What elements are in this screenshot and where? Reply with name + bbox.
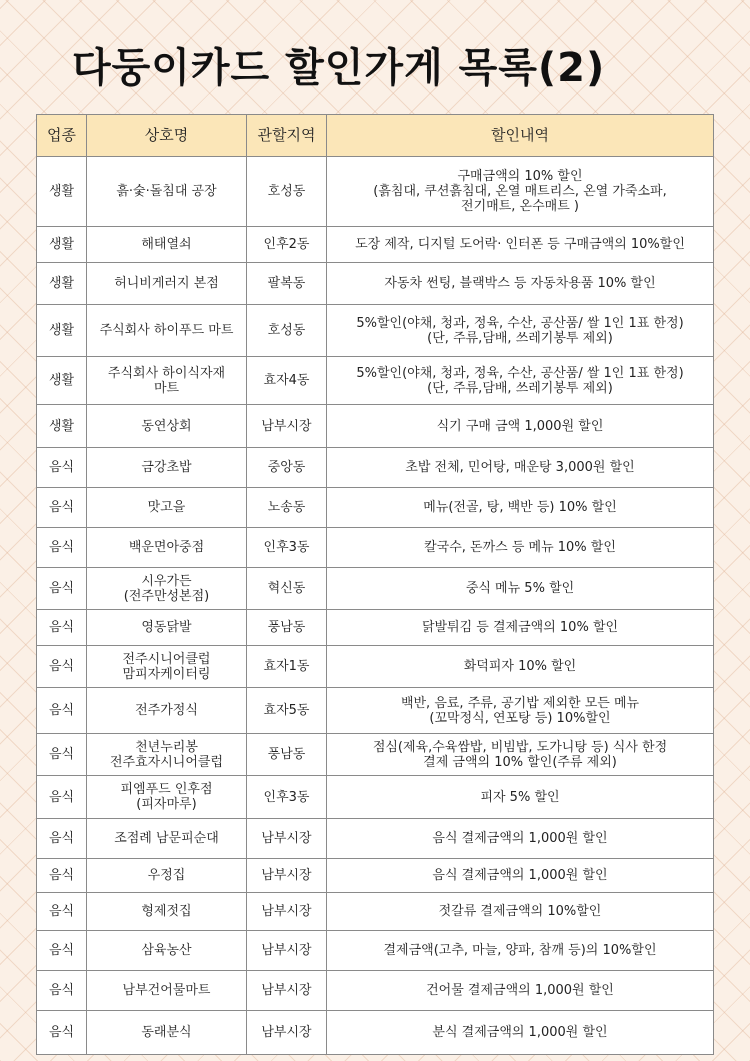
discount-store-table <box>36 114 714 1055</box>
table-body <box>37 157 714 1055</box>
cell-district: 호성동 <box>247 305 327 357</box>
cell-discount: 음식 결제금액의 1,000원 할인 <box>327 859 714 893</box>
cell-district: 남부시장 <box>247 971 327 1011</box>
cell-discount: 중식 메뉴 5% 할인 <box>327 568 714 610</box>
cell-store-name: 맛고을 <box>87 488 247 528</box>
table-row <box>37 405 714 448</box>
cell-category: 음식 <box>37 448 87 488</box>
cell-district: 팔복동 <box>247 263 327 305</box>
cell-store-name: 우정집 <box>87 859 247 893</box>
cell-district: 남부시장 <box>247 931 327 971</box>
table-row <box>37 528 714 568</box>
cell-store-name: 해태열쇠 <box>87 227 247 263</box>
cell-district: 남부시장 <box>247 819 327 859</box>
table-row <box>37 931 714 971</box>
cell-discount: 초밥 전체, 민어탕, 매운탕 3,000원 할인 <box>327 448 714 488</box>
cell-category: 음식 <box>37 488 87 528</box>
cell-store-name: 주식회사 하이식자재 마트 <box>87 357 247 405</box>
cell-district: 혁신동 <box>247 568 327 610</box>
table-row <box>37 1011 714 1055</box>
cell-store-name: 조점례 남문피순대 <box>87 819 247 859</box>
cell-district: 남부시장 <box>247 405 327 448</box>
cell-store-name: 삼육농산 <box>87 931 247 971</box>
header-discount: 할인내역 <box>327 115 714 157</box>
cell-category: 음식 <box>37 776 87 819</box>
table-row <box>37 646 714 688</box>
cell-discount: 구매금액의 10% 할인 (흙침대, 쿠션흙침대, 온열 매트리스, 온열 가죽소파, 전기매트, 온수매트 ) <box>327 157 714 227</box>
cell-category: 생활 <box>37 263 87 305</box>
cell-discount: 결제금액(고추, 마늘, 양파, 참깨 등)의 10%할인 <box>327 931 714 971</box>
cell-category: 음식 <box>37 819 87 859</box>
cell-district: 남부시장 <box>247 1011 327 1055</box>
cell-category: 음식 <box>37 646 87 688</box>
cell-store-name: 시우가든 (전주만성본점) <box>87 568 247 610</box>
cell-district: 호성동 <box>247 157 327 227</box>
cell-district: 효자5동 <box>247 688 327 734</box>
cell-store-name: 천년누리봉 전주효자시니어클럽 <box>87 734 247 776</box>
cell-discount: 도장 제작, 디지털 도어락· 인터폰 등 구매금액의 10%할인 <box>327 227 714 263</box>
cell-district: 효자1동 <box>247 646 327 688</box>
cell-discount: 5%할인(야채, 청과, 정육, 수산, 공산품/ 쌀 1인 1표 한정) (단, 주류,담배, 쓰레기봉투 제외) <box>327 305 714 357</box>
cell-discount: 젓갈류 결제금액의 10%할인 <box>327 893 714 931</box>
table-row <box>37 227 714 263</box>
cell-category: 생활 <box>37 405 87 448</box>
cell-category: 음식 <box>37 931 87 971</box>
table-row <box>37 357 714 405</box>
cell-district: 인후3동 <box>247 776 327 819</box>
table-row <box>37 157 714 227</box>
table-row <box>37 893 714 931</box>
page-title: 다둥이카드 할인가게 목록(2) <box>72 45 606 91</box>
cell-discount: 음식 결제금액의 1,000원 할인 <box>327 819 714 859</box>
table-header-row <box>37 115 714 157</box>
cell-store-name: 전주가정식 <box>87 688 247 734</box>
cell-category: 생활 <box>37 227 87 263</box>
cell-discount: 분식 결제금액의 1,000원 할인 <box>327 1011 714 1055</box>
cell-store-name: 백운면아중점 <box>87 528 247 568</box>
cell-category: 음식 <box>37 893 87 931</box>
cell-store-name: 전주시니어클럽 맘피자케이터링 <box>87 646 247 688</box>
cell-district: 풍남동 <box>247 610 327 646</box>
cell-store-name: 형제젓집 <box>87 893 247 931</box>
cell-category: 음식 <box>37 688 87 734</box>
cell-district: 인후3동 <box>247 528 327 568</box>
cell-discount: 5%할인(야채, 청과, 정육, 수산, 공산품/ 쌀 1인 1표 한정) (단, 주류,담배, 쓰레기봉투 제외) <box>327 357 714 405</box>
table-row <box>37 568 714 610</box>
cell-category: 생활 <box>37 157 87 227</box>
cell-district: 중앙동 <box>247 448 327 488</box>
cell-category: 음식 <box>37 568 87 610</box>
cell-category: 생활 <box>37 357 87 405</box>
table-row <box>37 263 714 305</box>
cell-discount: 칼국수, 돈까스 등 메뉴 10% 할인 <box>327 528 714 568</box>
cell-store-name: 허니비게러지 본점 <box>87 263 247 305</box>
cell-category: 음식 <box>37 734 87 776</box>
cell-district: 남부시장 <box>247 859 327 893</box>
cell-district: 인후2동 <box>247 227 327 263</box>
cell-category: 생활 <box>37 305 87 357</box>
cell-discount: 식기 구매 금액 1,000원 할인 <box>327 405 714 448</box>
cell-discount: 자동차 썬팅, 블랙박스 등 자동차용품 10% 할인 <box>327 263 714 305</box>
cell-store-name: 금강초밥 <box>87 448 247 488</box>
cell-district: 효자4동 <box>247 357 327 405</box>
table-row <box>37 305 714 357</box>
cell-store-name: 동래분식 <box>87 1011 247 1055</box>
table-row <box>37 488 714 528</box>
table-row <box>37 776 714 819</box>
cell-discount: 백반, 음료, 주류, 공기밥 제외한 모든 메뉴 (꼬막정식, 연포탕 등) 10%할인 <box>327 688 714 734</box>
cell-category: 음식 <box>37 528 87 568</box>
table-row <box>37 734 714 776</box>
cell-store-name: 영동닭발 <box>87 610 247 646</box>
table-row <box>37 971 714 1011</box>
cell-discount: 화덕피자 10% 할인 <box>327 646 714 688</box>
cell-district: 남부시장 <box>247 893 327 931</box>
cell-store-name: 남부건어물마트 <box>87 971 247 1011</box>
table-row <box>37 859 714 893</box>
table-row <box>37 448 714 488</box>
header-category: 업종 <box>37 115 87 157</box>
cell-store-name: 피엠푸드 인후점 (피자마루) <box>87 776 247 819</box>
cell-discount: 건어물 결제금액의 1,000원 할인 <box>327 971 714 1011</box>
cell-store-name: 흙·숯·돌침대 공장 <box>87 157 247 227</box>
table-row <box>37 688 714 734</box>
cell-district: 노송동 <box>247 488 327 528</box>
table-row <box>37 610 714 646</box>
cell-store-name: 주식회사 하이푸드 마트 <box>87 305 247 357</box>
cell-discount: 점심(제육,수육쌈밥, 비빔밥, 도가니탕 등) 식사 한정 결제 금액의 10% 할인(주류 제외) <box>327 734 714 776</box>
header-store-name: 상호명 <box>87 115 247 157</box>
table-row <box>37 819 714 859</box>
header-district: 관할지역 <box>247 115 327 157</box>
cell-discount: 닭발튀김 등 결제금액의 10% 할인 <box>327 610 714 646</box>
cell-category: 음식 <box>37 610 87 646</box>
cell-category: 음식 <box>37 859 87 893</box>
cell-district: 풍남동 <box>247 734 327 776</box>
cell-store-name: 동연상회 <box>87 405 247 448</box>
cell-discount: 피자 5% 할인 <box>327 776 714 819</box>
cell-category: 음식 <box>37 1011 87 1055</box>
cell-category: 음식 <box>37 971 87 1011</box>
cell-discount: 메뉴(전골, 탕, 백반 등) 10% 할인 <box>327 488 714 528</box>
